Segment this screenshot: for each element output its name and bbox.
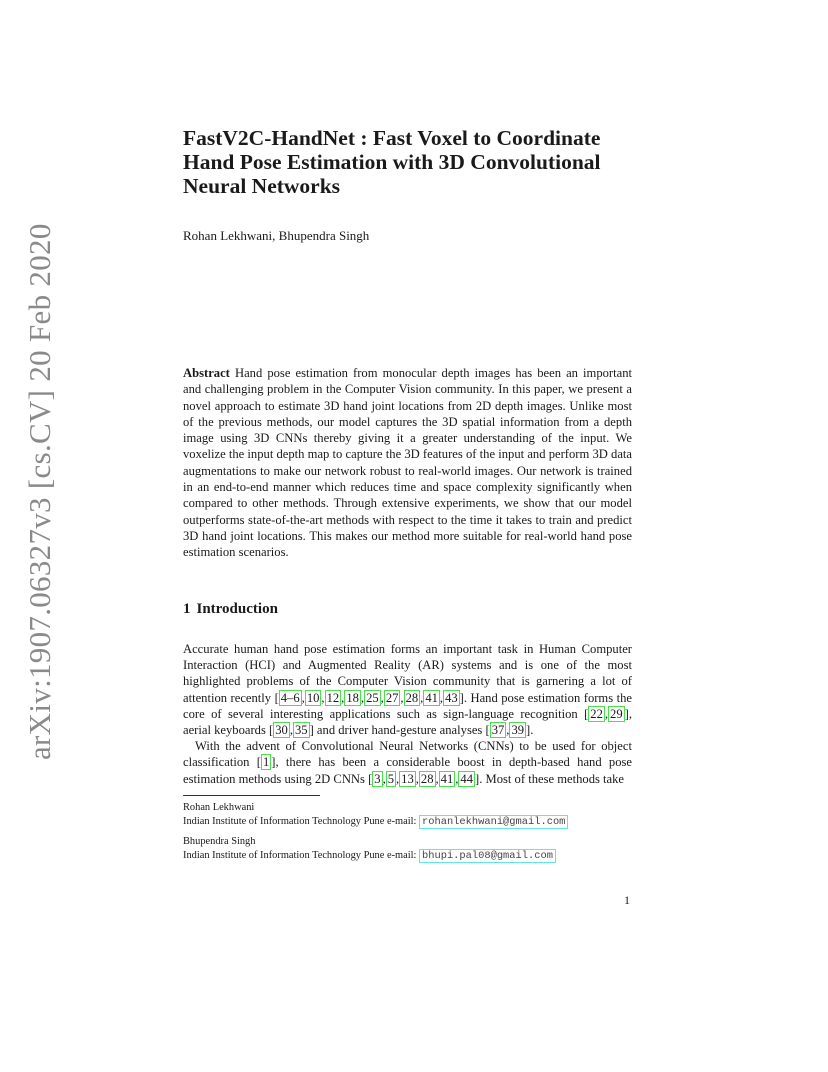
citation-link[interactable]: 4–6: [280, 690, 300, 705]
citation-link[interactable]: 41: [440, 771, 454, 786]
citation-link[interactable]: 13: [401, 771, 414, 786]
intro-text: , there has been a considerable boost in depth-based hand pose estimation methods using 2D CNNs: [183, 755, 633, 786]
intro-text: .: [530, 723, 534, 738]
abstract-text: Hand pose estimation from monocular depth images has been an important and challenging problem in the Computer Vision community. In this paper, we present a novel approach to estimate 3D hand joint locations from 2D depth images. Unlike most of the previous methods, our model captures the 3D spatial information from a depth image using 3D CNNs thereby giving it a greater understanding of the input. We voxelize the input depth map to capture the 3D features of the input and perform 3D data augmentations to make our network robust to real-world images. Our network is trained in an end-to-end manner which reduces time and space complexity significantly when compared to other methods. Through extensive experiments, we show that our model outperforms state-of-the-art methods with respect to the time it takes to train and predict 3D hand joint locations. This makes our method more suitable for real-world hand pose estimation scenarios.: [183, 366, 633, 560]
footnote-affiliation: [183, 849, 643, 864]
citation-link[interactable]: 28: [420, 771, 434, 786]
section-title: Introduction: [196, 601, 278, 617]
abstract-label: Abstract: [183, 366, 230, 380]
footnote-name: Rohan Lekhwani: [183, 802, 255, 813]
intro-text: . Most of these methods take: [479, 771, 625, 786]
citation-link[interactable]: 28: [405, 690, 419, 705]
citation-group: [261, 754, 271, 770]
citation-link[interactable]: 44: [460, 771, 474, 786]
footnote-name: Bhupendra Singh: [183, 836, 256, 847]
email-link[interactable]: rohanlekhwani@gmail.com: [419, 815, 568, 829]
citation-link[interactable]: 10: [306, 690, 320, 705]
footnote-affiliation: [183, 815, 643, 830]
introduction-body: [183, 641, 632, 787]
citation-link[interactable]: 35: [294, 723, 308, 738]
citation-link[interactable]: 1: [262, 755, 270, 770]
citation-link[interactable]: 37: [491, 723, 505, 738]
section-number: 1: [183, 601, 191, 617]
citation-link[interactable]: 43: [445, 690, 458, 705]
citation-link[interactable]: 41: [425, 690, 438, 705]
arxiv-identifier: arXiv:1907.06327v3 [cs.CV] 20 Feb 2020: [22, 223, 57, 760]
affiliation-text: Indian Institute of Information Technology Pune e-mail:: [183, 849, 419, 861]
intro-text: With the advent of Convolutional Neural Networks (CNNs) to be used for object classification: [183, 739, 632, 770]
citation-link[interactable]: 12: [326, 690, 340, 705]
intro-text: , aerial keyboards: [183, 706, 632, 738]
intro-text: and driver hand-gesture analyses: [313, 723, 486, 738]
intro-text: Accurate human hand pose estimation forms an important task in Human Computer Interaction (HCI) and Augmented Reality (AR) systems and is one of the most highlighted problems of the Computer Vision community that is garnering a lot of attention recently: [183, 642, 632, 705]
citation-link[interactable]: 39: [511, 723, 525, 738]
footnote-author-2: [183, 835, 643, 863]
citation-link[interactable]: 27: [385, 690, 399, 705]
email-link[interactable]: bhupi.pal08@gmail.com: [419, 849, 556, 863]
affiliation-text: Indian Institute of Information Technology Pune e-mail:: [183, 815, 419, 827]
citation-link[interactable]: 18: [346, 690, 359, 705]
citation-group: 22 , 29: [590, 706, 623, 721]
citation-link[interactable]: 29: [610, 706, 623, 721]
citation-group: 30 , 35: [275, 723, 308, 738]
intro-text: . Hand pose estimation forms the core of several interesting applications such as sign-language recognition: [183, 690, 632, 721]
footnote-author-1: [183, 801, 643, 829]
citation-group: 3 , 5 , 13 , 28 , 41 , 44: [374, 771, 474, 786]
paper-title: FastV2C-HandNet : Fast Voxel to Coordinate Hand Pose Estimation with 3D Convolutional Neural Networks: [183, 126, 601, 198]
abstract: [183, 365, 632, 561]
page-number: 1: [624, 893, 630, 907]
citation-link[interactable]: 3: [374, 771, 381, 786]
citation-link[interactable]: 5: [387, 771, 395, 786]
footnote-divider: [183, 795, 320, 796]
citation-link[interactable]: 22: [590, 706, 603, 721]
intro-paragraph-1: Accurate human hand pose estimation forms an important task in Human Computer Interaction (HCI) and Augmented Reality (AR) systems and is one of the most highlighted problems of the Computer Vision community that is garnering a lot of attention recently [ 4–6 , 10 , 12 , 18 , 25 , 27 , 28 , 41 , 43 ]. Hand pose estimation forms the core of several interesting applications such as sign-language recognition [ 22 , 29 ], aerial keyboards [ 30 , 35 ] and driver hand-gesture analyses [ 37 , 39 ].: [183, 642, 632, 738]
citation-group: 37 , 39: [491, 723, 525, 738]
citation-group: 4–6 , 10 , 12 , 18 , 25 , 27 , 28 , 41 , 43: [280, 690, 458, 705]
citation-link[interactable]: 30: [275, 723, 288, 738]
section-heading-introduction: [183, 600, 278, 618]
citation-link[interactable]: 25: [366, 690, 379, 705]
author-list: Rohan Lekhwani, Bhupendra Singh: [183, 228, 370, 243]
intro-paragraph-2: With the advent of Convolutional Neural Networks (CNNs) to be used for object classification [ 1 ], there has been a considerable boost in depth-based hand pose estimation methods using 2D CNNs [ 3 , 5 , 13 , 28 , 41 , 44 ]. Most of these methods take: [183, 739, 633, 786]
